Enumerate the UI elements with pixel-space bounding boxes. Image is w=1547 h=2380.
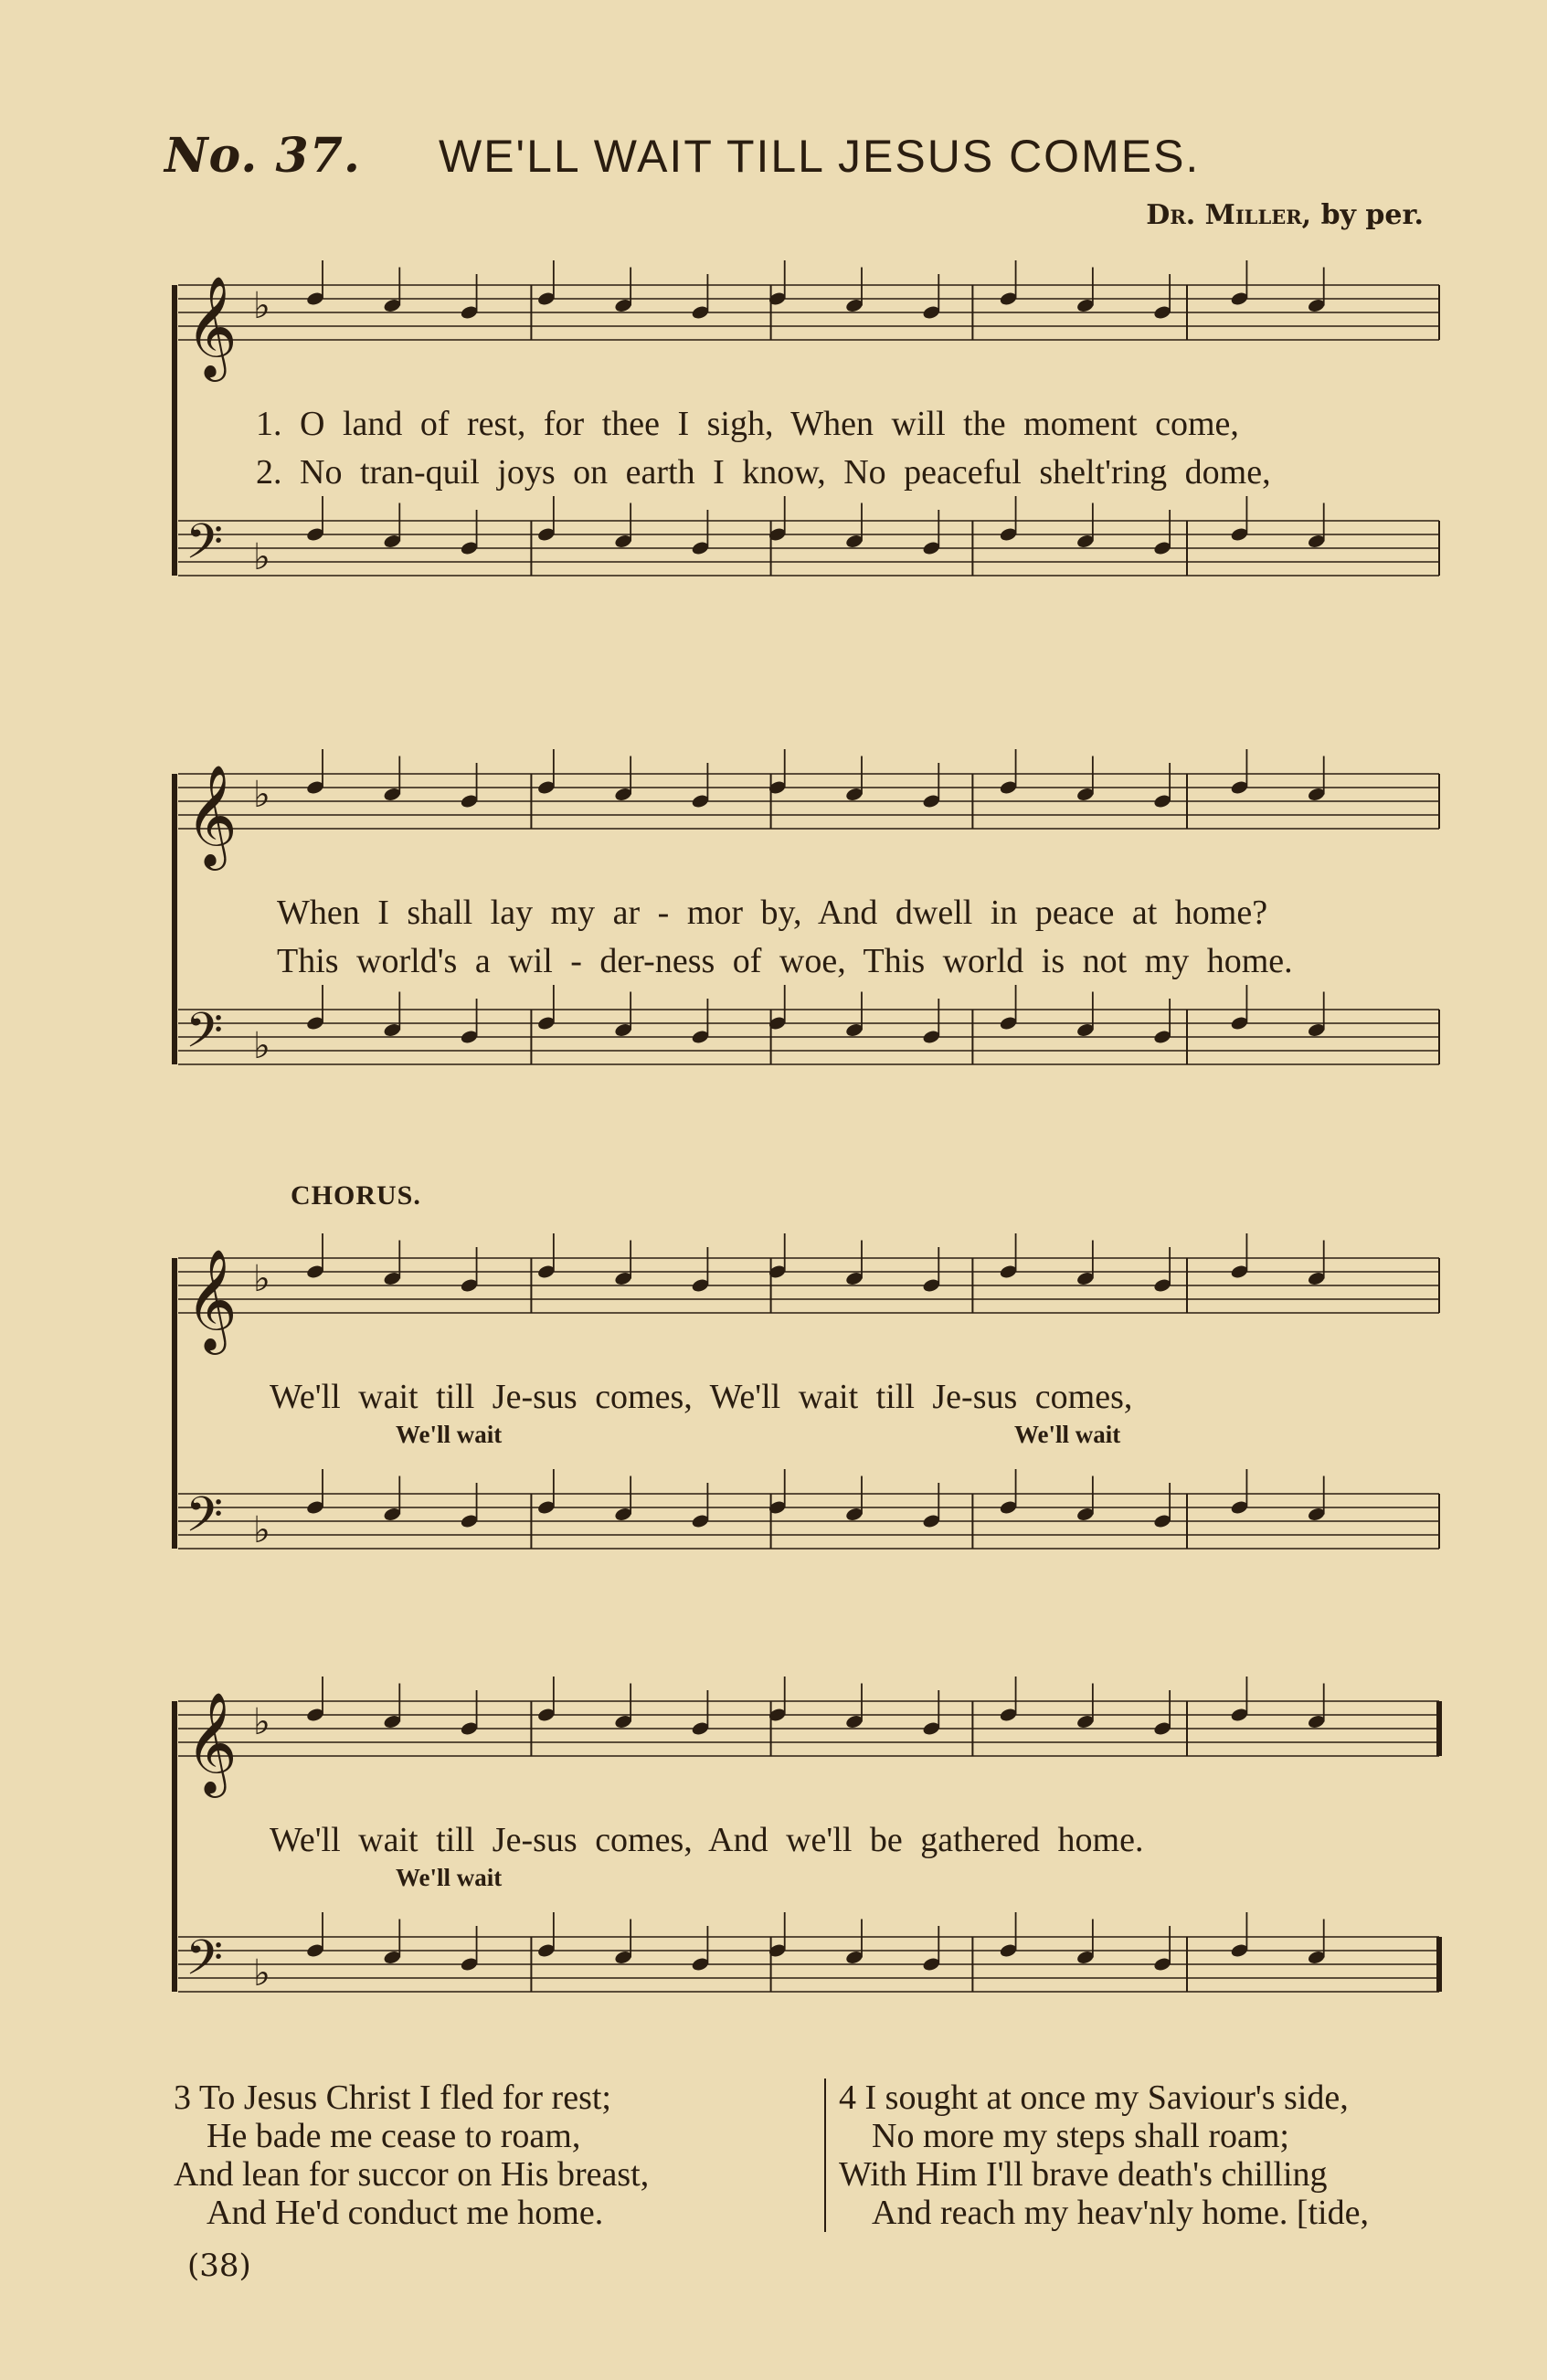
verse-4 — [824, 2079, 1369, 2232]
flat-key-signature-icon: ♭ — [253, 1025, 270, 1067]
permission-note: by per. — [1320, 199, 1424, 231]
bass-clef-icon: 𝄢 — [185, 1003, 224, 1071]
hymn-title: WE'LL WAIT TILL JESUS COMES. — [439, 131, 1201, 182]
lyric-chorus: We'll wait till Je-sus comes, And we'll be gathered home. — [270, 1821, 1144, 1859]
flat-key-signature-icon: ♭ — [253, 1509, 270, 1551]
extra-verses — [174, 2079, 1471, 2243]
flat-key-signature-icon: ♭ — [253, 285, 270, 327]
flat-key-signature-icon: ♭ — [253, 1952, 270, 1994]
flat-key-signature-icon: ♭ — [253, 774, 270, 816]
verse-line: He bade me cease to roam, — [207, 2117, 581, 2155]
flat-key-signature-icon: ♭ — [253, 536, 270, 578]
bass-clef-icon: 𝄢 — [185, 1930, 224, 1998]
verse-line: And reach my heav'nly home. [tide, — [872, 2194, 1369, 2232]
flat-key-signature-icon: ♭ — [253, 1258, 270, 1300]
verse-line: 3 To Jesus Christ I fled for rest; — [174, 2079, 611, 2117]
music-system-2 — [160, 745, 1457, 1137]
verse-3 — [174, 2079, 649, 2232]
lyric-verse-2: 2. No tran-quil joys on earth I know, No peaceful shelt'ring dome, — [256, 453, 1271, 492]
bass-clef-icon: 𝄢 — [185, 514, 224, 582]
verse-line: And He'd conduct me home. — [207, 2194, 604, 2232]
treble-clef-icon: 𝄞 — [185, 764, 238, 866]
verse-line: No more my steps shall roam; — [872, 2117, 1289, 2155]
music-system-4 — [160, 1672, 1457, 2065]
staff-notation — [160, 1672, 1457, 2065]
bass-cue-2: We'll wait — [1014, 1421, 1121, 1448]
lyric-verse-1: 1. O land of rest, for thee I sigh, When will the moment come, — [256, 405, 1239, 443]
bass-cue-1: We'll wait — [396, 1421, 503, 1448]
music-system-1 — [160, 256, 1457, 649]
verse-line: And lean for succor on His breast, — [174, 2155, 650, 2194]
treble-clef-icon: 𝄞 — [185, 1691, 238, 1793]
verse-line: 4 I sought at once my Saviour's side, — [839, 2079, 1349, 2117]
music-system-3 — [160, 1229, 1457, 1622]
flat-key-signature-icon: ♭ — [253, 1701, 270, 1743]
hymn-header — [164, 128, 1462, 192]
staff-notation — [160, 1229, 1457, 1622]
chorus-label: CHORUS. — [291, 1180, 421, 1211]
page-number: (38) — [187, 2248, 251, 2284]
bass-cue-1: We'll wait — [396, 1864, 503, 1891]
lyric-chorus: We'll wait till Je-sus comes, We'll wait till Je-sus comes, — [270, 1378, 1133, 1416]
verse-line: With Him I'll brave death's chilling — [839, 2155, 1328, 2194]
hymn-number: No. 37. — [164, 128, 361, 184]
treble-clef-icon: 𝄞 — [185, 275, 238, 377]
lyric-verse-1: When I shall lay my ar - mor by, And dwell in peace at home? — [277, 894, 1268, 932]
treble-clef-icon: 𝄞 — [185, 1248, 238, 1350]
lyric-verse-2: This world's a wil - der-ness of woe, This world is not my home. — [277, 942, 1293, 980]
attribution — [1146, 199, 1424, 231]
bass-clef-icon: 𝄢 — [185, 1487, 224, 1555]
composer-name: Dr. Miller, — [1146, 199, 1312, 231]
